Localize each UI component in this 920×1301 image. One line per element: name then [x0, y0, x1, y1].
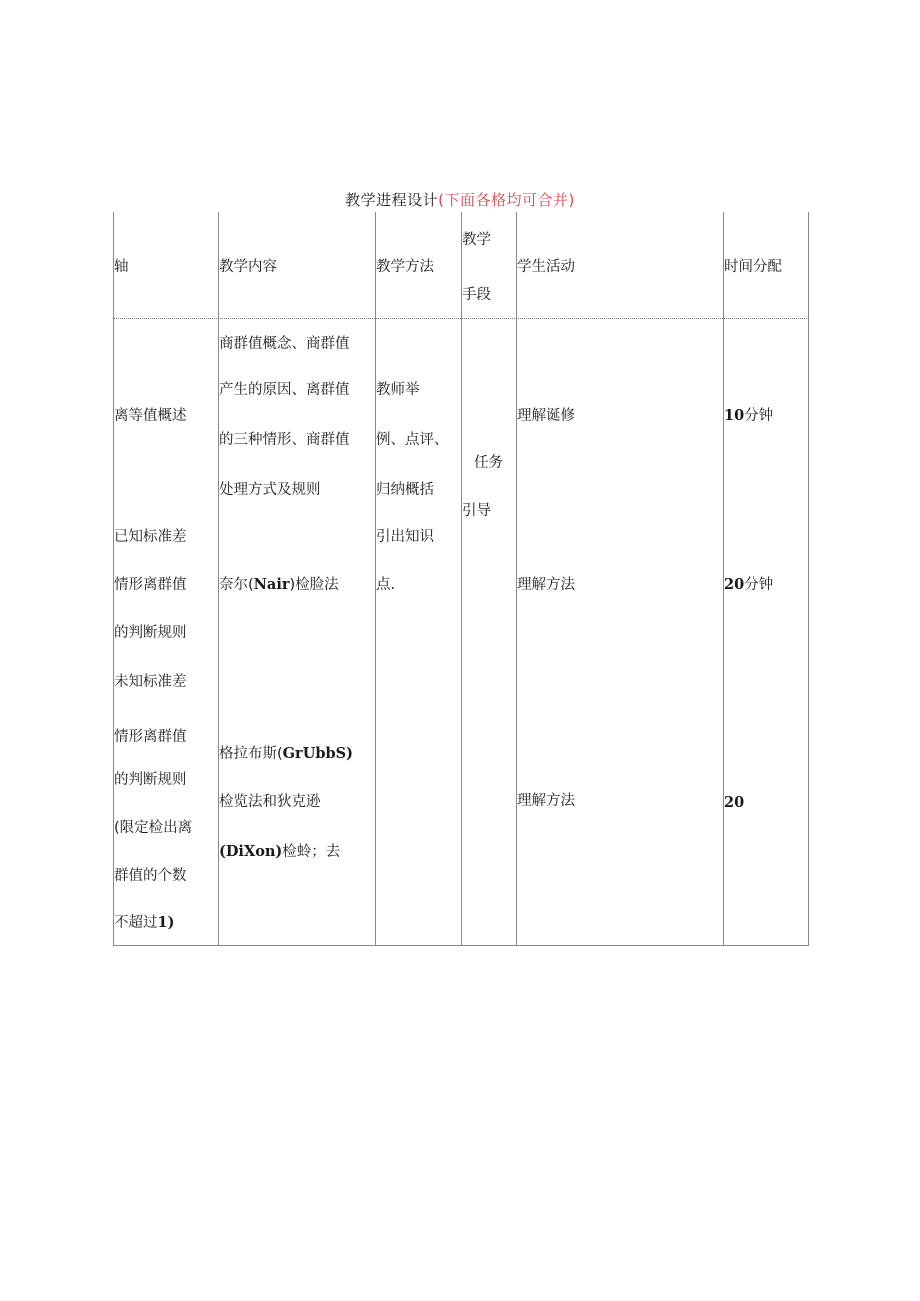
- content-cell-3-line3-bold: (DiXon): [219, 843, 283, 860]
- method-line1: 教师举: [376, 382, 420, 398]
- axis-cell-2-line1: 已知标准差: [114, 529, 187, 545]
- time-cell-2-number: 20: [724, 576, 745, 593]
- time-cell-1-number: 10: [724, 407, 745, 424]
- header-activity: 学生活动: [517, 259, 575, 275]
- col-divider-3: [461, 212, 462, 946]
- axis-cell-3-line3: (限定检出离: [114, 820, 193, 836]
- axis-cell-2-line3: 的判断规则: [114, 625, 187, 641]
- time-cell-1-unit: 分钟: [744, 408, 774, 424]
- content-cell-3-line3-suffix: 检蛉；去: [282, 844, 341, 860]
- axis-cell-2-line2: 情形离群值: [114, 577, 187, 593]
- content-cell-1-line3: 的三种情形、商群值: [219, 432, 350, 448]
- content-cell-2: [219, 575, 339, 595]
- content-cell-3-line1-bold: GrUbbS): [282, 745, 353, 762]
- content-cell-3-line1-prefix: 格拉布斯(: [219, 746, 283, 762]
- means-line1: 任务: [474, 455, 503, 471]
- axis-cell-3-line4: 群值的个数: [114, 868, 187, 884]
- time-cell-1: [724, 406, 773, 426]
- axis-cell-3-line5-bold: 1): [157, 914, 175, 931]
- axis-cell-2-line4: 未知标准差: [114, 674, 187, 690]
- header-means-line1: 教学: [462, 232, 491, 248]
- title-main: 教学进程设计: [345, 191, 439, 209]
- activity-cell-2: 理解方法: [517, 577, 575, 593]
- activity-cell-1: 理解诞修: [517, 408, 575, 424]
- header-content: 教学内容: [219, 259, 277, 275]
- axis-cell-3-line5: [114, 913, 174, 933]
- method-line4: 引出知识: [376, 529, 434, 545]
- content-cell-3-line2: 检览法和狄克逊: [219, 794, 321, 810]
- header-time: 时间分配: [724, 259, 782, 275]
- table-border-bottom: [113, 945, 809, 946]
- means-line2: 引导: [462, 503, 491, 519]
- axis-cell-1: 离等值概述: [114, 408, 187, 424]
- method-line2: 例、点评、: [376, 432, 449, 448]
- method-line5: 点.: [376, 577, 396, 593]
- activity-cell-3: 理解方法: [517, 793, 575, 809]
- content-cell-3-line1: [219, 744, 353, 764]
- header-means-line2: 手段: [462, 287, 491, 303]
- content-cell-1-line2: 产生的原因、离群值: [219, 382, 350, 398]
- content-cell-2-prefix: 奈尔(: [219, 577, 254, 593]
- time-cell-3-number: 20: [724, 794, 745, 811]
- title-note: (下面各格均可合并): [438, 191, 575, 209]
- time-cell-2-unit: 分钟: [744, 577, 774, 593]
- content-cell-1-line4: 处理方式及规则: [219, 482, 321, 498]
- header-divider: [113, 318, 809, 319]
- header-axis: 轴: [114, 259, 129, 275]
- content-cell-1-line1: 商群值概念、商群值: [219, 336, 350, 352]
- time-cell-3: [724, 793, 744, 813]
- time-cell-2: [724, 575, 773, 595]
- header-method: 教学方法: [376, 259, 434, 275]
- table-border-right: [808, 212, 809, 946]
- axis-cell-3-line1: 情形离群值: [114, 729, 187, 745]
- content-cell-2-suffix: )检脸法: [289, 577, 339, 593]
- content-cell-2-bold: Nair: [253, 576, 290, 593]
- content-cell-3-line3: [219, 842, 340, 862]
- method-line3: 归纳概括: [376, 482, 434, 498]
- axis-cell-3-line2: 的判断规则: [114, 772, 187, 788]
- axis-cell-3-line5-text: 不超过: [114, 915, 158, 931]
